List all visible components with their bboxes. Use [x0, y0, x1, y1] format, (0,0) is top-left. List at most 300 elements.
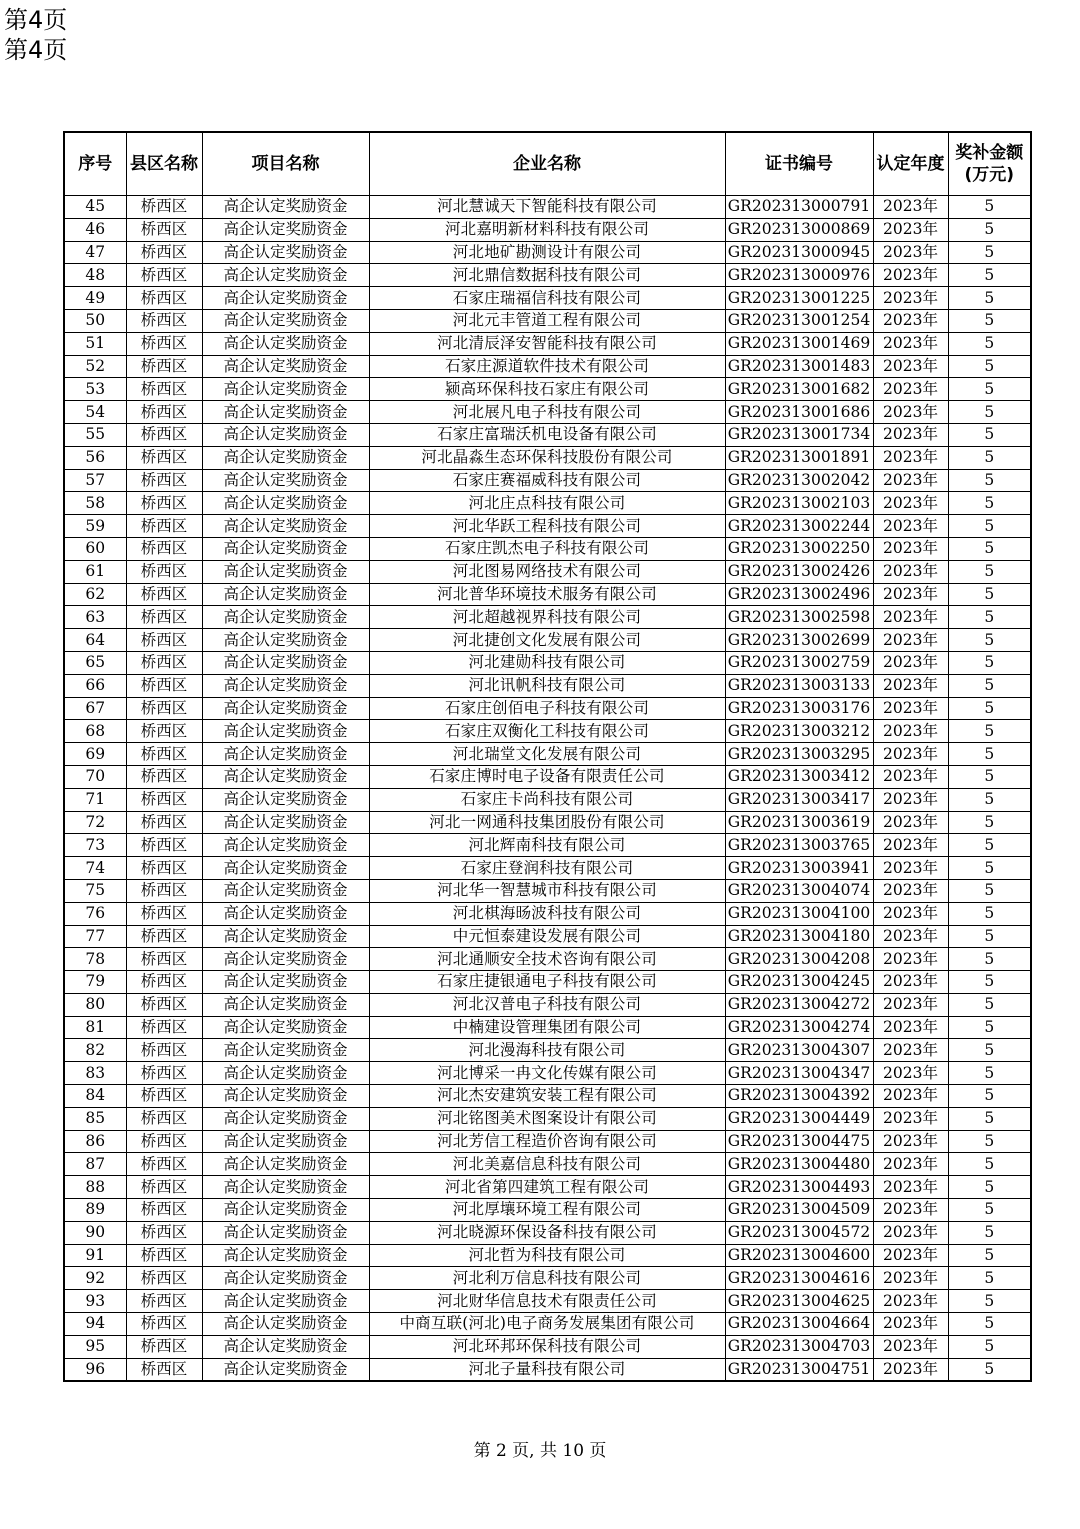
- company-cell: 河北杰安建筑安装工程有限公司: [369, 1085, 725, 1108]
- amount-cell: 5: [948, 492, 1031, 515]
- seq-cell: 96: [64, 1358, 126, 1381]
- cert-cell: GR202313001891: [725, 446, 873, 469]
- amount-cell: 5: [948, 971, 1031, 994]
- seq-cell: 56: [64, 446, 126, 469]
- company-cell: 河北漫海科技有限公司: [369, 1039, 725, 1062]
- cert-cell: GR202313004616: [725, 1267, 873, 1290]
- county-cell: 桥西区: [126, 537, 202, 560]
- company-cell: 河北棋海旸波科技有限公司: [369, 902, 725, 925]
- company-cell: 河北芳信工程造价咨询有限公司: [369, 1130, 725, 1153]
- county-cell: 桥西区: [126, 264, 202, 287]
- year-cell: 2023年: [873, 1199, 948, 1222]
- seq-cell: 72: [64, 811, 126, 834]
- county-cell: 桥西区: [126, 697, 202, 720]
- company-cell: 河北庄点科技有限公司: [369, 492, 725, 515]
- seq-cell: 45: [64, 196, 126, 219]
- year-cell: 2023年: [873, 606, 948, 629]
- seq-cell: 79: [64, 971, 126, 994]
- county-cell: 桥西区: [126, 560, 202, 583]
- table-row: [64, 697, 1031, 720]
- table-row: [64, 993, 1031, 1016]
- cert-cell: GR202313004245: [725, 971, 873, 994]
- table-row: [64, 264, 1031, 287]
- project-cell: 高企认定奖励资金: [202, 811, 369, 834]
- page-label: 第4页: [4, 6, 68, 34]
- amount-cell: 5: [948, 537, 1031, 560]
- company-cell: 河北通顺安全技术咨询有限公司: [369, 948, 725, 971]
- company-cell: 石家庄瑞福信科技有限公司: [369, 287, 725, 310]
- cert-cell: GR202313004480: [725, 1153, 873, 1176]
- company-cell: 河北讯帆科技有限公司: [369, 674, 725, 697]
- year-cell: 2023年: [873, 1130, 948, 1153]
- year-cell: 2023年: [873, 537, 948, 560]
- project-cell: 高企认定奖励资金: [202, 1107, 369, 1130]
- county-cell: 桥西区: [126, 1199, 202, 1222]
- project-cell: 高企认定奖励资金: [202, 902, 369, 925]
- cert-cell: GR202313001734: [725, 423, 873, 446]
- company-cell: 河北厚壤环境工程有限公司: [369, 1199, 725, 1222]
- table-row: [64, 720, 1031, 743]
- amount-cell: 5: [948, 879, 1031, 902]
- company-cell: 河北汉普电子科技有限公司: [369, 993, 725, 1016]
- county-cell: 桥西区: [126, 583, 202, 606]
- county-cell: 桥西区: [126, 743, 202, 766]
- cert-cell: GR202313003941: [725, 857, 873, 880]
- county-cell: 桥西区: [126, 492, 202, 515]
- company-cell: 石家庄博时电子设备有限责任公司: [369, 765, 725, 788]
- amount-cell: 5: [948, 196, 1031, 219]
- county-cell: 桥西区: [126, 1313, 202, 1336]
- table-row: [64, 1290, 1031, 1313]
- year-cell: 2023年: [873, 560, 948, 583]
- year-cell: 2023年: [873, 401, 948, 424]
- table-row: [64, 674, 1031, 697]
- year-cell: 2023年: [873, 1153, 948, 1176]
- project-cell: 高企认定奖励资金: [202, 309, 369, 332]
- header-project: 项目名称: [202, 132, 369, 196]
- year-cell: 2023年: [873, 378, 948, 401]
- amount-cell: 5: [948, 355, 1031, 378]
- table-row: [64, 1335, 1031, 1358]
- seq-cell: 77: [64, 925, 126, 948]
- table-row: [64, 309, 1031, 332]
- county-cell: 桥西区: [126, 515, 202, 538]
- seq-cell: 51: [64, 332, 126, 355]
- cert-cell: GR202313004600: [725, 1244, 873, 1267]
- company-cell: 石家庄富瑞沃机电设备有限公司: [369, 423, 725, 446]
- company-cell: 中楠建设管理集团有限公司: [369, 1016, 725, 1039]
- amount-cell: 5: [948, 378, 1031, 401]
- seq-cell: 67: [64, 697, 126, 720]
- county-cell: 桥西区: [126, 1244, 202, 1267]
- project-cell: 高企认定奖励资金: [202, 1221, 369, 1244]
- county-cell: 桥西区: [126, 720, 202, 743]
- seq-cell: 65: [64, 651, 126, 674]
- amount-cell: 5: [948, 1176, 1031, 1199]
- cert-cell: GR202313004625: [725, 1290, 873, 1313]
- year-cell: 2023年: [873, 1085, 948, 1108]
- amount-cell: 5: [948, 515, 1031, 538]
- table-row: [64, 378, 1031, 401]
- year-cell: 2023年: [873, 629, 948, 652]
- cert-cell: GR202313004509: [725, 1199, 873, 1222]
- county-cell: 桥西区: [126, 446, 202, 469]
- year-cell: 2023年: [873, 811, 948, 834]
- seq-cell: 60: [64, 537, 126, 560]
- amount-cell: 5: [948, 1039, 1031, 1062]
- header-amount-line1: 奖补金额: [955, 143, 1024, 163]
- amount-cell: 5: [948, 1313, 1031, 1336]
- seq-cell: 83: [64, 1062, 126, 1085]
- year-cell: 2023年: [873, 1221, 948, 1244]
- table-row: [64, 560, 1031, 583]
- table-body: [64, 196, 1031, 1382]
- header-amount-line2: (万元): [964, 165, 1015, 185]
- year-cell: 2023年: [873, 971, 948, 994]
- table-row: [64, 651, 1031, 674]
- company-cell: 河北子量科技有限公司: [369, 1358, 725, 1381]
- project-cell: 高企认定奖励资金: [202, 560, 369, 583]
- year-cell: 2023年: [873, 857, 948, 880]
- amount-cell: 5: [948, 1290, 1031, 1313]
- seq-cell: 54: [64, 401, 126, 424]
- county-cell: 桥西区: [126, 606, 202, 629]
- project-cell: 高企认定奖励资金: [202, 993, 369, 1016]
- company-cell: 河北铭图美术图案设计有限公司: [369, 1107, 725, 1130]
- county-cell: 桥西区: [126, 651, 202, 674]
- table-row: [64, 1039, 1031, 1062]
- county-cell: 桥西区: [126, 765, 202, 788]
- table-row: [64, 925, 1031, 948]
- county-cell: 桥西区: [126, 629, 202, 652]
- cert-cell: GR202313004392: [725, 1085, 873, 1108]
- table-row: [64, 1153, 1031, 1176]
- project-cell: 高企认定奖励资金: [202, 743, 369, 766]
- amount-cell: 5: [948, 583, 1031, 606]
- company-cell: 河北博采一冉文化传媒有限公司: [369, 1062, 725, 1085]
- company-cell: 河北鼎信数据科技有限公司: [369, 264, 725, 287]
- county-cell: 桥西区: [126, 879, 202, 902]
- seq-cell: 52: [64, 355, 126, 378]
- amount-cell: 5: [948, 1016, 1031, 1039]
- seq-cell: 49: [64, 287, 126, 310]
- cert-cell: GR202313001483: [725, 355, 873, 378]
- year-cell: 2023年: [873, 879, 948, 902]
- seq-cell: 81: [64, 1016, 126, 1039]
- seq-cell: 70: [64, 765, 126, 788]
- amount-cell: 5: [948, 1267, 1031, 1290]
- company-cell: 河北瑞堂文化发展有限公司: [369, 743, 725, 766]
- seq-cell: 80: [64, 993, 126, 1016]
- seq-cell: 48: [64, 264, 126, 287]
- table-row: [64, 423, 1031, 446]
- amount-cell: 5: [948, 651, 1031, 674]
- county-cell: 桥西区: [126, 401, 202, 424]
- amount-cell: 5: [948, 1062, 1031, 1085]
- project-cell: 高企认定奖励资金: [202, 1358, 369, 1381]
- seq-cell: 76: [64, 902, 126, 925]
- project-cell: 高企认定奖励资金: [202, 1313, 369, 1336]
- cert-cell: GR202313004074: [725, 879, 873, 902]
- county-cell: 桥西区: [126, 1267, 202, 1290]
- table-row: [64, 971, 1031, 994]
- year-cell: 2023年: [873, 1335, 948, 1358]
- seq-cell: 74: [64, 857, 126, 880]
- cert-cell: GR202313004180: [725, 925, 873, 948]
- company-cell: 河北晓源环保设备科技有限公司: [369, 1221, 725, 1244]
- seq-cell: 47: [64, 241, 126, 264]
- amount-cell: 5: [948, 788, 1031, 811]
- project-cell: 高企认定奖励资金: [202, 857, 369, 880]
- table-row: [64, 515, 1031, 538]
- project-cell: 高企认定奖励资金: [202, 1130, 369, 1153]
- cert-cell: GR202313002250: [725, 537, 873, 560]
- year-cell: 2023年: [873, 1039, 948, 1062]
- company-cell: 石家庄捷银通电子科技有限公司: [369, 971, 725, 994]
- seq-cell: 88: [64, 1176, 126, 1199]
- county-cell: 桥西区: [126, 1221, 202, 1244]
- cert-cell: GR202313004307: [725, 1039, 873, 1062]
- cert-cell: GR202313003619: [725, 811, 873, 834]
- cert-cell: GR202313002042: [725, 469, 873, 492]
- company-cell: 河北图易网络技术有限公司: [369, 560, 725, 583]
- project-cell: 高企认定奖励资金: [202, 264, 369, 287]
- table-row: [64, 1107, 1031, 1130]
- county-cell: 桥西区: [126, 241, 202, 264]
- project-cell: 高企认定奖励资金: [202, 401, 369, 424]
- company-cell: 河北元丰管道工程有限公司: [369, 309, 725, 332]
- year-cell: 2023年: [873, 1244, 948, 1267]
- project-cell: 高企认定奖励资金: [202, 492, 369, 515]
- cert-cell: GR202313003176: [725, 697, 873, 720]
- year-cell: 2023年: [873, 1107, 948, 1130]
- year-cell: 2023年: [873, 674, 948, 697]
- project-cell: 高企认定奖励资金: [202, 218, 369, 241]
- table-row: [64, 948, 1031, 971]
- county-cell: 桥西区: [126, 1107, 202, 1130]
- table-row: [64, 1221, 1031, 1244]
- company-cell: 石家庄创佰电子科技有限公司: [369, 697, 725, 720]
- table-row: [64, 879, 1031, 902]
- seq-cell: 46: [64, 218, 126, 241]
- county-cell: 桥西区: [126, 1153, 202, 1176]
- cert-cell: GR202313004751: [725, 1358, 873, 1381]
- year-cell: 2023年: [873, 309, 948, 332]
- company-cell: 河北地矿勘测设计有限公司: [369, 241, 725, 264]
- table-row: [64, 218, 1031, 241]
- amount-cell: 5: [948, 925, 1031, 948]
- cert-cell: GR202313002244: [725, 515, 873, 538]
- county-cell: 桥西区: [126, 1016, 202, 1039]
- project-cell: 高企认定奖励资金: [202, 948, 369, 971]
- cert-cell: GR202313003133: [725, 674, 873, 697]
- amount-cell: 5: [948, 811, 1031, 834]
- cert-cell: GR202313003417: [725, 788, 873, 811]
- amount-cell: 5: [948, 1335, 1031, 1358]
- company-cell: 河北展凡电子科技有限公司: [369, 401, 725, 424]
- amount-cell: 5: [948, 423, 1031, 446]
- year-cell: 2023年: [873, 515, 948, 538]
- project-cell: 高企认定奖励资金: [202, 971, 369, 994]
- project-cell: 高企认定奖励资金: [202, 1039, 369, 1062]
- amount-cell: 5: [948, 857, 1031, 880]
- project-cell: 高企认定奖励资金: [202, 1153, 369, 1176]
- company-cell: 河北华一智慧城市科技有限公司: [369, 879, 725, 902]
- seq-cell: 93: [64, 1290, 126, 1313]
- seq-cell: 68: [64, 720, 126, 743]
- year-cell: 2023年: [873, 925, 948, 948]
- amount-cell: 5: [948, 902, 1031, 925]
- header-company: 企业名称: [369, 132, 725, 196]
- seq-cell: 50: [64, 309, 126, 332]
- project-cell: 高企认定奖励资金: [202, 1244, 369, 1267]
- seq-cell: 71: [64, 788, 126, 811]
- seq-cell: 84: [64, 1085, 126, 1108]
- seq-cell: 57: [64, 469, 126, 492]
- header-seq: 序号: [64, 132, 126, 196]
- header-amount: [948, 132, 1031, 196]
- table-row: [64, 469, 1031, 492]
- county-cell: 桥西区: [126, 948, 202, 971]
- seq-cell: 63: [64, 606, 126, 629]
- project-cell: 高企认定奖励资金: [202, 355, 369, 378]
- cert-cell: GR202313002426: [725, 560, 873, 583]
- cert-cell: GR202313000791: [725, 196, 873, 219]
- seq-cell: 91: [64, 1244, 126, 1267]
- county-cell: 桥西区: [126, 857, 202, 880]
- project-cell: 高企认定奖励资金: [202, 1176, 369, 1199]
- table-row: [64, 811, 1031, 834]
- year-cell: 2023年: [873, 1358, 948, 1381]
- seq-cell: 61: [64, 560, 126, 583]
- county-cell: 桥西区: [126, 971, 202, 994]
- county-cell: 桥西区: [126, 355, 202, 378]
- company-cell: 河北环邦环保科技有限公司: [369, 1335, 725, 1358]
- company-cell: 颍高环保科技石家庄有限公司: [369, 378, 725, 401]
- seq-cell: 69: [64, 743, 126, 766]
- table-row: [64, 606, 1031, 629]
- year-cell: 2023年: [873, 788, 948, 811]
- amount-cell: 5: [948, 332, 1031, 355]
- table-row: [64, 1176, 1031, 1199]
- cert-cell: GR202313001225: [725, 287, 873, 310]
- table-row: [64, 788, 1031, 811]
- year-cell: 2023年: [873, 196, 948, 219]
- company-cell: 石家庄凯杰电子科技有限公司: [369, 537, 725, 560]
- county-cell: 桥西区: [126, 1062, 202, 1085]
- seq-cell: 73: [64, 834, 126, 857]
- county-cell: 桥西区: [126, 1290, 202, 1313]
- project-cell: 高企认定奖励资金: [202, 423, 369, 446]
- cert-cell: GR202313002699: [725, 629, 873, 652]
- county-cell: 桥西区: [126, 788, 202, 811]
- company-cell: 河北利万信息科技有限公司: [369, 1267, 725, 1290]
- company-cell: 河北哲为科技有限公司: [369, 1244, 725, 1267]
- year-cell: 2023年: [873, 218, 948, 241]
- seq-cell: 62: [64, 583, 126, 606]
- cert-cell: GR202313004100: [725, 902, 873, 925]
- county-cell: 桥西区: [126, 469, 202, 492]
- cert-cell: GR202313004664: [725, 1313, 873, 1336]
- table-row: [64, 241, 1031, 264]
- cert-cell: GR202313004274: [725, 1016, 873, 1039]
- county-cell: 桥西区: [126, 674, 202, 697]
- county-cell: 桥西区: [126, 993, 202, 1016]
- year-cell: 2023年: [873, 264, 948, 287]
- table-row: [64, 196, 1031, 219]
- year-cell: 2023年: [873, 423, 948, 446]
- year-cell: 2023年: [873, 948, 948, 971]
- seq-cell: 94: [64, 1313, 126, 1336]
- table-row: [64, 492, 1031, 515]
- project-cell: 高企认定奖励资金: [202, 469, 369, 492]
- county-cell: 桥西区: [126, 834, 202, 857]
- amount-cell: 5: [948, 218, 1031, 241]
- company-cell: 中元恒泰建设发展有限公司: [369, 925, 725, 948]
- cert-cell: GR202313004208: [725, 948, 873, 971]
- year-cell: 2023年: [873, 1176, 948, 1199]
- company-cell: 河北财华信息技术有限责任公司: [369, 1290, 725, 1313]
- company-cell: 河北嘉明新材料科技有限公司: [369, 218, 725, 241]
- amount-cell: 5: [948, 1199, 1031, 1222]
- table-row: [64, 355, 1031, 378]
- amount-cell: 5: [948, 264, 1031, 287]
- cert-cell: GR202313003412: [725, 765, 873, 788]
- company-cell: 河北捷创文化发展有限公司: [369, 629, 725, 652]
- header-cert: 证书编号: [725, 132, 873, 196]
- year-cell: 2023年: [873, 1016, 948, 1039]
- amount-cell: 5: [948, 1358, 1031, 1381]
- amount-cell: 5: [948, 743, 1031, 766]
- table-row: [64, 743, 1031, 766]
- header-year: 认定年度: [873, 132, 948, 196]
- year-cell: 2023年: [873, 1267, 948, 1290]
- table-row: [64, 902, 1031, 925]
- project-cell: 高企认定奖励资金: [202, 583, 369, 606]
- page-footer: 第 2 页, 共 10 页: [473, 1441, 607, 1461]
- cert-cell: GR202313000976: [725, 264, 873, 287]
- seq-cell: 90: [64, 1221, 126, 1244]
- cert-cell: GR202313002103: [725, 492, 873, 515]
- project-cell: 高企认定奖励资金: [202, 1062, 369, 1085]
- county-cell: 桥西区: [126, 1085, 202, 1108]
- project-cell: 高企认定奖励资金: [202, 834, 369, 857]
- year-cell: 2023年: [873, 1313, 948, 1336]
- county-cell: 桥西区: [126, 196, 202, 219]
- project-cell: 高企认定奖励资金: [202, 697, 369, 720]
- amount-cell: 5: [948, 629, 1031, 652]
- year-cell: 2023年: [873, 651, 948, 674]
- seq-cell: 58: [64, 492, 126, 515]
- county-cell: 桥西区: [126, 309, 202, 332]
- county-cell: 桥西区: [126, 423, 202, 446]
- seq-cell: 82: [64, 1039, 126, 1062]
- cert-cell: GR202313003765: [725, 834, 873, 857]
- table-row: [64, 332, 1031, 355]
- year-cell: 2023年: [873, 332, 948, 355]
- seq-cell: 85: [64, 1107, 126, 1130]
- project-cell: 高企认定奖励资金: [202, 925, 369, 948]
- project-cell: 高企认定奖励资金: [202, 537, 369, 560]
- cert-cell: GR202313002759: [725, 651, 873, 674]
- amount-cell: 5: [948, 674, 1031, 697]
- table-row: [64, 287, 1031, 310]
- project-cell: 高企认定奖励资金: [202, 788, 369, 811]
- project-cell: 高企认定奖励资金: [202, 765, 369, 788]
- table-row: [64, 1244, 1031, 1267]
- amount-cell: 5: [948, 287, 1031, 310]
- company-cell: 石家庄卡尚科技有限公司: [369, 788, 725, 811]
